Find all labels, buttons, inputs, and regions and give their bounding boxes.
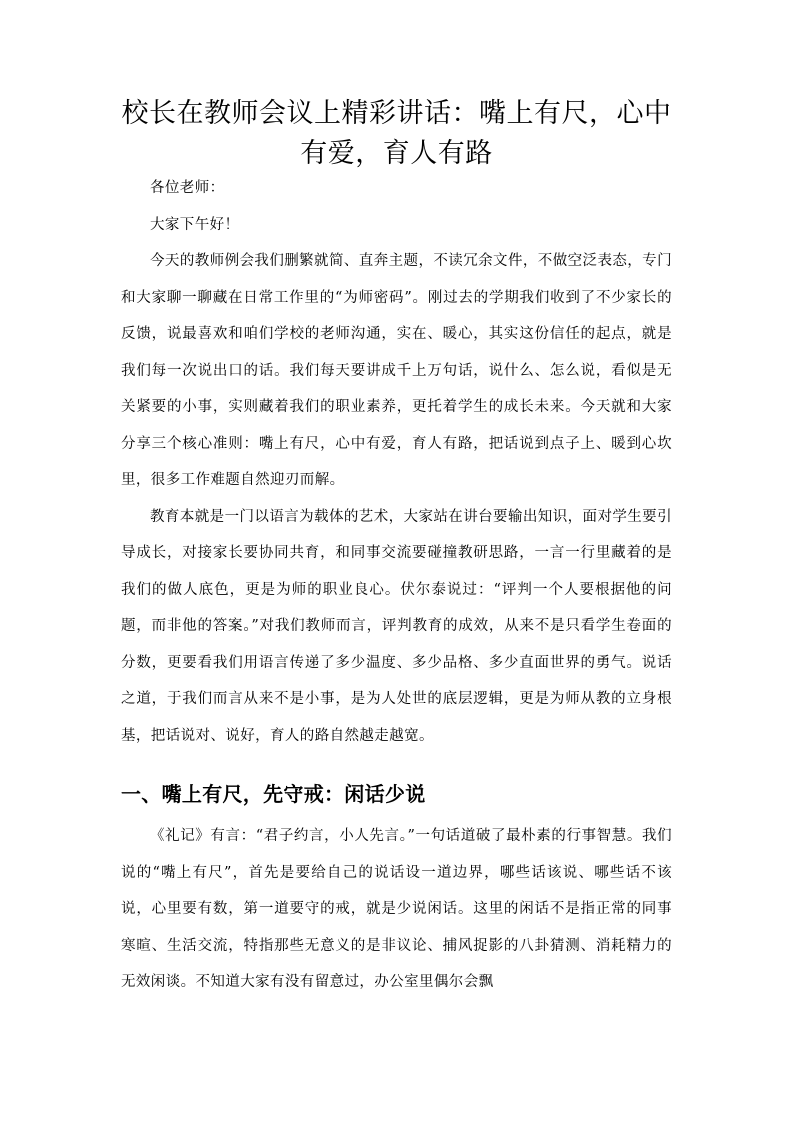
- intro-section: [121, 170, 672, 754]
- section-paragraph: 《礼记》有言：“君子约言，小人先言。”一句话道破了最朴素的行事智慧。我们说的“嘴上有尺”，首先是要给自己的说话设一道边界，哪些话该说、哪些话不该说，心里要有数，第一道要守的戒，就是少说闲话。这里的闲话不是指正常的同事寒暄、生活交流，特指那些无意义的是非议论、捕风捉影的八卦猜测、消耗精力的无效闲谈。不知道大家有没有留意过，办公室里偶尔会飘: [121, 828, 672, 990]
- section-heading: 一、嘴上有尺，先守戒：闲话少说: [121, 782, 426, 806]
- salutation: 各位老师：: [150, 180, 225, 196]
- education-paragraph: 教育本就是一门以语言为载体的艺术，大家站在讲台要输出知识，面对学生要引导成长，对接家长要协同共育，和同事交流要碰撞教研思路，一言一行里藏着的是我们的做人底色，更是为师的职业良心。伏尔泰说过：“评判一个人要根据他的问题，而非他的答案。”对我们教师而言，评判教育的成效，从来不是只看学生卷面的分数，更要看我们用语言传递了多少温度、多少品格、多少直面世界的勇气。说话之道，于我们而言从来不是小事，是为人处世的底层逻辑，更是为师从教的立身根基，把话说对、说好，育人的路自然越走越宽。: [121, 508, 672, 744]
- section-one: [121, 818, 672, 1001]
- document-title: 校长在教师会议上精彩讲话：嘴上有尺，心中有爱，育人有路: [121, 98, 672, 169]
- greeting: 大家下午好！: [150, 216, 240, 233]
- intro-paragraph: 今天的教师例会我们删繁就简、直奔主题，不读冗余文件，不做空泛表态，专门和大家聊一聊藏在日常工作里的“为师密码”。刚过去的学期我们收到了不少家长的反馈，说最喜欢和咱们学校的老师沟通，实在、暖心，其实这份信任的起点，就是我们每一次说出口的话。我们每天要讲成千上万句话，说什么、怎么说，看似是无关紧要的小事，实则藏着我们的职业素养，更托着学生的成长未来。今天就和大家分享三个核心准则：嘴上有尺，心中有爱，育人有路，把话说到点子上、暖到心坎里，很多工作难题自然迎刃而解。: [121, 253, 672, 488]
